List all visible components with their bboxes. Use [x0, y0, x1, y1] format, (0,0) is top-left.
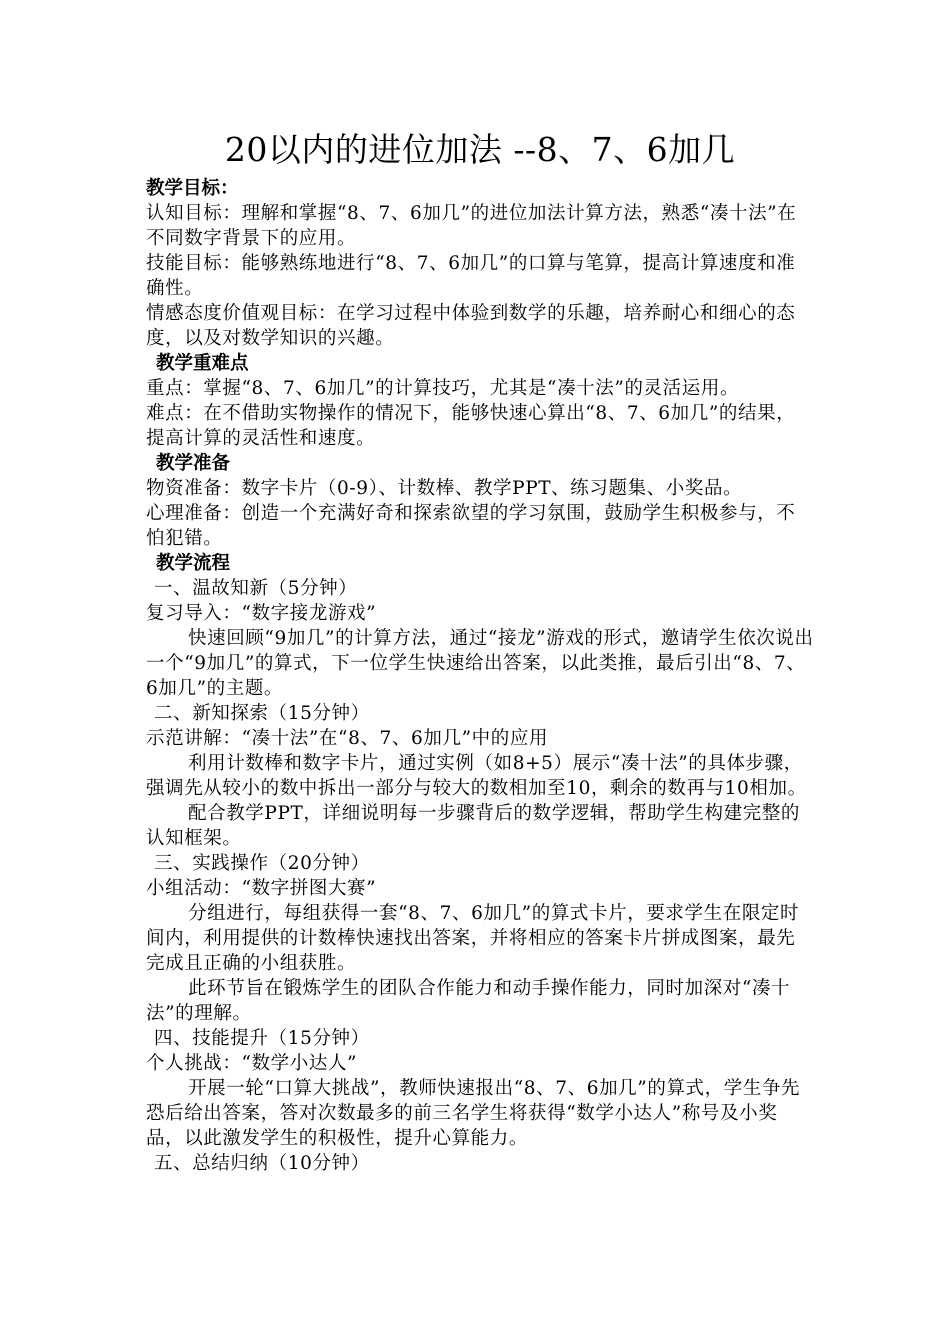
section-4-title: 四、技能提升（15分钟）	[154, 1028, 370, 1049]
goal-emotion: 情感态度价值观目标：在学习过程中体验到数学的乐趣，培养耐心和细心的态度，以及对数学知识的兴趣。	[146, 303, 796, 349]
section-3-paragraph-2: 此环节旨在锻炼学生的团队合作能力和动手操作能力，同时加深对“凑十法”的理解。	[146, 978, 791, 1024]
difficult-point: 难点：在不借助实物操作的情况下，能够快速心算出“8、7、6加几”的结果，提高计算的灵活性和速度。	[146, 403, 796, 449]
mental-preparation: 心理准备：创造一个充满好奇和探索欲望的学习氛围，鼓励学生积极参与，不怕犯错。	[146, 503, 796, 549]
goal-cognitive: 认知目标：理解和掌握“8、7、6加几”的进位加法计算方法，熟悉“凑十法”在不同数字背景下的应用。	[146, 203, 797, 249]
section-5-title: 五、总结归纳（10分钟）	[154, 1153, 370, 1174]
section-1-title: 一、温故知新（5分钟）	[154, 578, 358, 599]
goals-heading: 教学目标：	[146, 178, 239, 199]
section-3-title: 三、实践操作（20分钟）	[154, 853, 370, 874]
key-point: 重点：掌握“8、7、6加几”的计算技巧，尤其是“凑十法”的灵活运用。	[146, 378, 740, 399]
goal-skill: 技能目标：能够熟练地进行“8、7、6加几”的口算与笔算，提高计算速度和准确性。	[146, 253, 796, 299]
section-2-paragraph-2: 配合教学PPT，详细说明每一步骤背后的数学逻辑，帮助学生构建完整的认知框架。	[146, 803, 801, 849]
preparation-heading: 教学准备	[156, 453, 231, 474]
section-4-paragraph: 开展一轮“口算大挑战”，教师快速报出“8、7、6加几”的算式，学生争先恐后给出答案，答对次数最多的前三名学生将获得“数学小达人”称号及小奖品，以此激发学生的积极性，提升心算能力。	[146, 1078, 801, 1149]
section-1-paragraph: 快速回顾“9加几”的计算方法，通过“接龙”游戏的形式，邀请学生依次说出一个“9加几”的算式，下一位学生快速给出答案，以此类推，最后引出“8、7、6加几”的主题。	[146, 628, 814, 699]
section-3-paragraph-1: 分组进行，每组获得一套“8、7、6加几”的算式卡片，要求学生在限定时间内，利用提供的计数棒快速找出答案，并将相应的答案卡片拼成图案，最先完成且正确的小组获胜。	[146, 903, 800, 974]
section-1-subtitle: 复习导入：“数字接龙游戏”	[146, 603, 377, 624]
page-title: 20以内的进位加法 --8、7、6加几	[224, 130, 736, 169]
section-2-title: 二、新知探索（15分钟）	[154, 703, 370, 724]
key-points-heading: 教学重难点	[156, 353, 249, 374]
document-page	[146, 128, 814, 1176]
section-3-subtitle: 小组活动：“数字拼图大赛”	[146, 878, 377, 899]
section-4-subtitle: 个人挑战：“数学小达人”	[146, 1053, 358, 1074]
process-heading: 教学流程	[156, 553, 231, 574]
section-2-paragraph-1: 利用计数棒和数字卡片，通过实例（如8+5）展示“凑十法”的具体步骤，强调先从较小的数中拆出一部分与较大的数相加至10，剩余的数再与10相加。	[146, 753, 807, 799]
material-preparation: 物资准备：数字卡片（0-9）、计数棒、教学PPT、练习题集、小奖品。	[146, 478, 743, 499]
section-2-subtitle: 示范讲解：“凑十法”在“8、7、6加几”中的应用	[146, 728, 549, 749]
